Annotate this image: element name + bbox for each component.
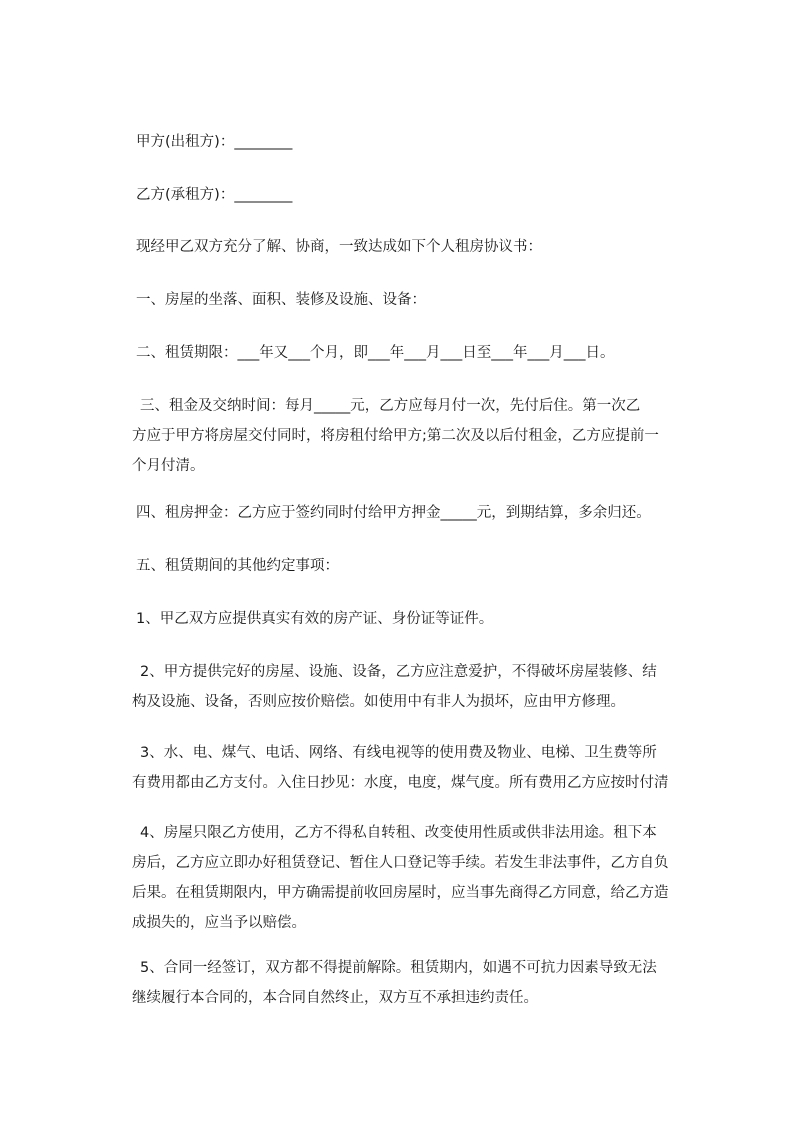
item-2 [132,657,710,717]
party-a-line: 甲方(出租方)：________ [136,134,293,150]
item-5-line-2: 继续履行本合同的，本合同自然终止，双方互不承担违约责任。 [132,990,538,1006]
item-4-line-4: 成损失的，应当予以赔偿。 [132,915,306,931]
clause-1: 一、房屋的坐落、面积、装修及设施、设备： [136,292,426,308]
item-4-line-1: 4、房屋只限乙方使用，乙方不得私自转租、改变使用性质或供非法用途。租下本 [140,825,657,841]
item-2-line-2: 构及设施、设备，否则应按价赔偿。如使用中有非人为损坏，应由甲方修理。 [132,694,625,710]
clause-3 [132,391,710,481]
item-5 [132,953,710,1013]
item-4-line-3: 后果。在租赁期限内，甲方确需提前收回房屋时，应当事先商得乙方同意，给乙方造 [132,885,669,901]
clause-3-line-2: 方应于甲方将房屋交付同时，将房租付给甲方;第二次及以后付租金，乙方应提前一 [132,428,659,444]
clause-3-line-1: 三、租金及交纳时间：每月_____元，乙方应每月付一次，先付后住。第一次乙 [140,398,641,414]
clause-5: 五、租赁期间的其他约定事项： [136,558,339,574]
clause-3-line-3: 个月付清。 [132,458,205,474]
item-5-line-1: 5、合同一经签订，双方都不得提前解除。租赁期内，如遇不可抗力因素导致无法 [140,960,657,976]
item-4 [132,818,710,938]
intro-paragraph: 现经甲乙双方充分了解、协商，一致达成如下个人租房协议书： [136,239,542,255]
clause-2: 二、租赁期限：___年又___个月，即___年___月___日至___年___月___日。 [136,345,615,361]
item-3-line-2: 有费用都由乙方支付。入住日抄见：水度，电度，煤气度。所有费用乙方应按时付清 [132,775,669,791]
item-3-line-1: 3、水、电、煤气、电话、网络、有线电视等的使用费及物业、电梯、卫生费等所 [140,745,657,761]
item-1: 1、甲乙双方应提供真实有效的房产证、身份证等证件。 [136,611,494,627]
item-2-line-1: 2、甲方提供完好的房屋、设施、设备，乙方应注意爱护，不得破坏房屋装修、结 [140,664,657,680]
party-b-line: 乙方(承租方)：________ [136,187,293,203]
clause-4: 四、租房押金：乙方应于签约同时付给甲方押金_____元，到期结算，多余归还。 [136,505,651,521]
item-4-line-2: 房后，乙方应立即办好租赁登记、暂住人口登记等手续。若发生非法事件，乙方自负 [132,855,669,871]
item-3 [132,738,710,798]
